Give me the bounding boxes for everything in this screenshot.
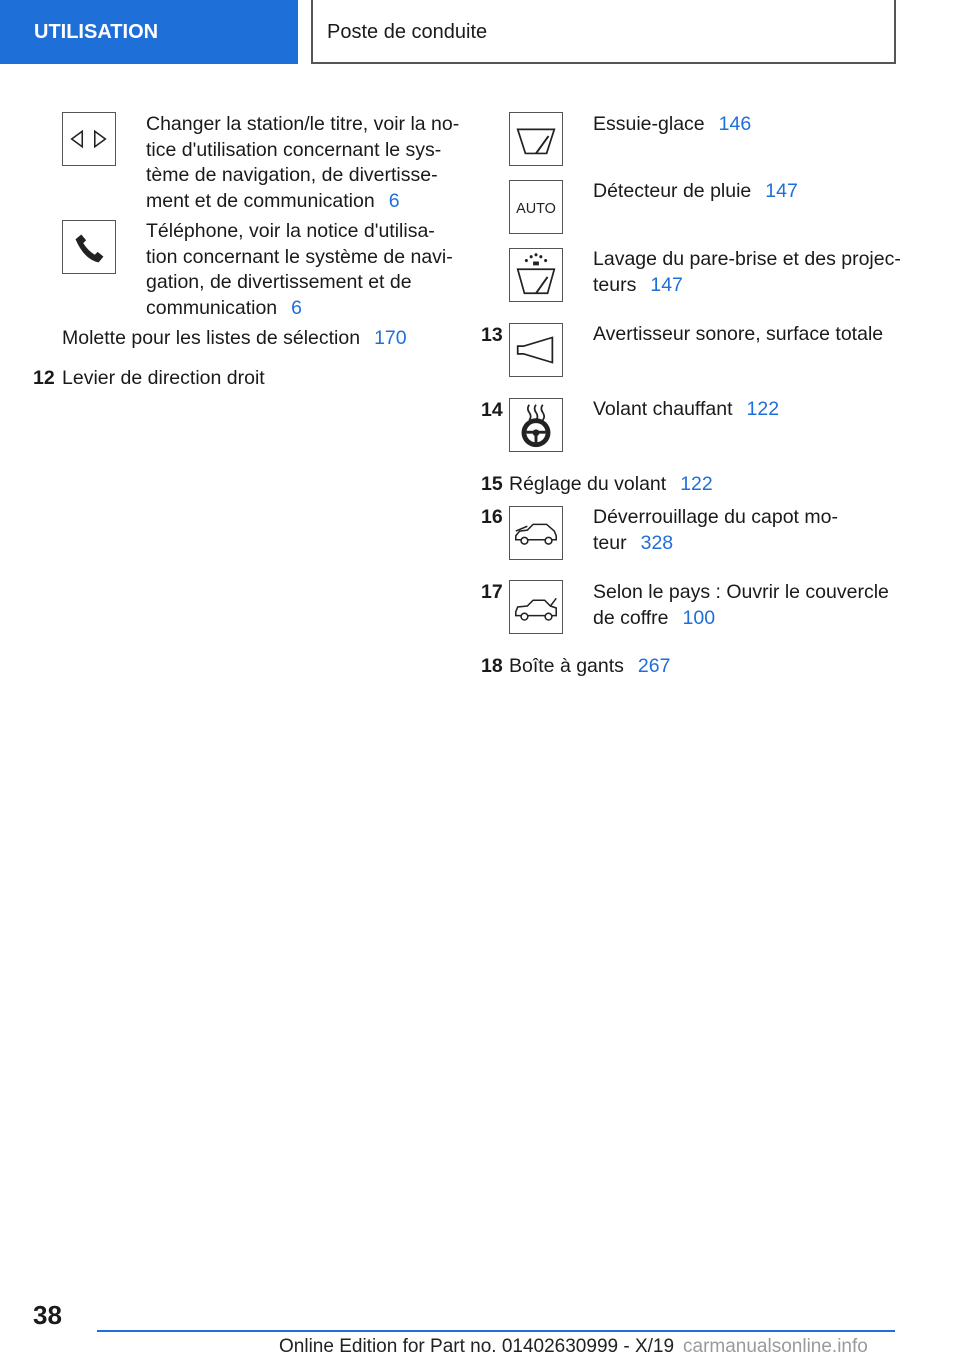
page-link[interactable]: 146 [718, 113, 752, 135]
page-link[interactable]: 267 [637, 655, 671, 677]
page-link[interactable]: 100 [682, 606, 716, 629]
item-number: 16 [481, 506, 503, 528]
page-link[interactable]: 328 [640, 531, 674, 554]
phone-icon [62, 220, 116, 274]
trunk-lid-text: Selon le pays : Ouvrir le couvercle de coffre 100 [593, 581, 889, 629]
svg-text:AUTO: AUTO [516, 200, 556, 217]
hood-release-icon [509, 506, 563, 560]
page-link[interactable]: 147 [765, 180, 798, 202]
page-link[interactable]: 122 [680, 473, 713, 495]
item-number: 14 [481, 399, 503, 421]
steering-heat-icon [509, 398, 563, 452]
edition-text: Online Edition for Part no. 01402630999 - X/19 [279, 1336, 675, 1357]
lever-text: Levier de direction droit [62, 367, 265, 389]
horn-icon [509, 323, 563, 377]
washer-text: Lavage du pare-brise et des projec- teurs 147 [593, 248, 901, 296]
wiper-text: Essuie-glace 146 [593, 113, 752, 135]
page-link[interactable]: 6 [388, 189, 400, 212]
wiper-icon [509, 112, 563, 166]
item-number: 13 [481, 324, 503, 346]
arrows-icon [62, 112, 116, 166]
footer-divider [97, 1330, 895, 1332]
trunk-lid-icon [509, 580, 563, 634]
station-title-text: Changer la station/le titre, voir la no- tice d'utilisation concernant le sys- tème de navigation, de divertisse- ment et de communication 6 [146, 113, 460, 212]
page-link[interactable]: 147 [650, 273, 683, 296]
auto-icon [509, 180, 563, 234]
rain-sensor-text: Détecteur de pluie 147 [593, 180, 798, 202]
page-link[interactable]: 6 [291, 296, 302, 319]
item-number: 17 [481, 581, 503, 603]
item-number: 18 [481, 655, 503, 677]
page-link[interactable]: 170 [374, 327, 407, 349]
steering-adjust-text: Réglage du volant 122 [509, 473, 713, 495]
hood-release-text: Déverrouillage du capot mo- teur 328 [593, 506, 838, 554]
steering-heat-text: Volant chauffant 122 [593, 398, 780, 420]
page-link[interactable]: 122 [746, 398, 780, 420]
washer-icon [509, 248, 563, 302]
horn-text: Avertisseur sonore, surface totale [593, 323, 884, 345]
page-number: 38 [33, 1300, 62, 1330]
section-tab[interactable]: UTILISATION [0, 0, 298, 64]
thumbwheel-text: Molette pour les listes de sélection 170 [62, 327, 407, 349]
page-title: Poste de conduite [311, 0, 896, 64]
watermark-text: carmanualsonline.info [683, 1336, 868, 1357]
item-number: 15 [481, 473, 503, 495]
glovebox-text: Boîte à gants 267 [509, 655, 671, 677]
phone-text: Téléphone, voir la notice d'utilisa- tion concernant le système de navi- gation, de divertissement et de communication 6 [146, 220, 453, 319]
item-number: 12 [33, 367, 55, 389]
